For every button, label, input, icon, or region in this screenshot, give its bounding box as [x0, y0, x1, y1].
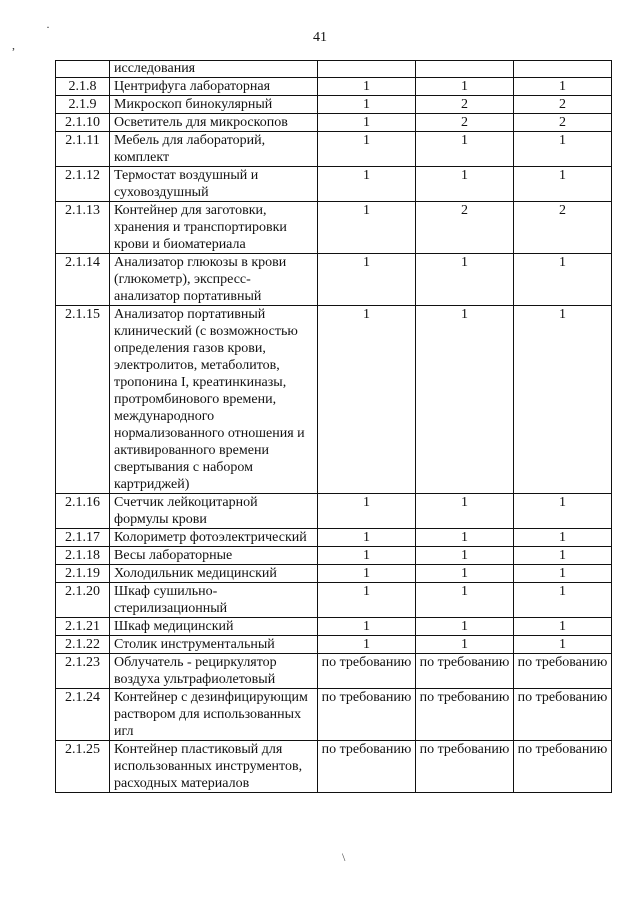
- row-qty-2: 1: [416, 565, 514, 583]
- row-qty-1: 1: [318, 78, 416, 96]
- row-name: Облучатель - рециркулятор воздуха ультрафиолетовый: [110, 654, 318, 689]
- row-qty-1: 1: [318, 618, 416, 636]
- row-qty-3: 1: [514, 547, 612, 565]
- row-number: 2.1.21: [56, 618, 110, 636]
- row-qty-1: 1: [318, 636, 416, 654]
- row-qty-2: 1: [416, 78, 514, 96]
- row-qty-3: 1: [514, 78, 612, 96]
- row-qty-3: 1: [514, 306, 612, 494]
- row-name: исследования: [110, 61, 318, 78]
- row-name: Мебель для лабораторий, комплект: [110, 132, 318, 167]
- row-number: 2.1.16: [56, 494, 110, 529]
- equipment-table: [55, 60, 612, 793]
- row-qty-1: 1: [318, 583, 416, 618]
- row-qty-2: 1: [416, 254, 514, 306]
- row-qty-1: по требованию: [318, 689, 416, 741]
- row-qty-1: по требованию: [318, 741, 416, 793]
- table-row: [56, 636, 612, 654]
- row-number: 2.1.17: [56, 529, 110, 547]
- row-qty-3: 1: [514, 494, 612, 529]
- row-number: 2.1.24: [56, 689, 110, 741]
- row-name: Анализатор портативный клинический (с возможностью определения газов крови, электролитов, метаболитов, тропонина I, креатинкиназы, протромбинового времени, международного нормализованного отношения и активированного времени свертывания с набором картриджей): [110, 306, 318, 494]
- row-name: Микроскоп бинокулярный: [110, 96, 318, 114]
- table-row: [56, 78, 612, 96]
- row-qty-1: [318, 61, 416, 78]
- row-qty-2: 1: [416, 167, 514, 202]
- row-name: Центрифуга лабораторная: [110, 78, 318, 96]
- row-qty-1: 1: [318, 529, 416, 547]
- row-qty-3: по требованию: [514, 689, 612, 741]
- row-qty-3: 1: [514, 565, 612, 583]
- row-qty-2: 1: [416, 132, 514, 167]
- row-qty-1: 1: [318, 132, 416, 167]
- scan-mark: ·: [46, 20, 50, 34]
- table-row: [56, 114, 612, 132]
- row-name: Осветитель для микроскопов: [110, 114, 318, 132]
- table-row: [56, 61, 612, 78]
- row-number: 2.1.14: [56, 254, 110, 306]
- table-body: [56, 61, 612, 793]
- row-qty-2: 1: [416, 547, 514, 565]
- row-qty-3: 1: [514, 636, 612, 654]
- table-row: [56, 96, 612, 114]
- table-row: [56, 167, 612, 202]
- table-row: [56, 132, 612, 167]
- row-number: 2.1.12: [56, 167, 110, 202]
- table-row: [56, 529, 612, 547]
- row-qty-3: 2: [514, 96, 612, 114]
- row-qty-1: 1: [318, 167, 416, 202]
- table-row: [56, 494, 612, 529]
- row-name: Анализатор глюкозы в крови (глюкометр), экспресс-анализатор портативный: [110, 254, 318, 306]
- table-row: [56, 254, 612, 306]
- row-name: Шкаф медицинский: [110, 618, 318, 636]
- row-qty-3: 1: [514, 167, 612, 202]
- row-qty-1: 1: [318, 494, 416, 529]
- row-number: 2.1.11: [56, 132, 110, 167]
- row-number: 2.1.13: [56, 202, 110, 254]
- table-row: [56, 306, 612, 494]
- row-qty-3: 2: [514, 114, 612, 132]
- row-qty-2: по требованию: [416, 654, 514, 689]
- row-qty-3: 1: [514, 132, 612, 167]
- table-row: [56, 583, 612, 618]
- row-qty-2: 1: [416, 636, 514, 654]
- row-qty-2: 2: [416, 96, 514, 114]
- row-qty-2: 2: [416, 114, 514, 132]
- row-qty-2: 1: [416, 583, 514, 618]
- table-row: [56, 689, 612, 741]
- row-qty-2: 1: [416, 306, 514, 494]
- row-qty-1: по требованию: [318, 654, 416, 689]
- row-qty-3: [514, 61, 612, 78]
- row-name: Контейнер для заготовки, хранения и транспортировки крови и биоматериала: [110, 202, 318, 254]
- scan-mark: ,: [12, 38, 15, 52]
- row-qty-1: 1: [318, 114, 416, 132]
- row-qty-3: по требованию: [514, 654, 612, 689]
- row-name: Шкаф сушильно-стерилизационный: [110, 583, 318, 618]
- row-name: Столик инструментальный: [110, 636, 318, 654]
- row-number: [56, 61, 110, 78]
- row-number: 2.1.19: [56, 565, 110, 583]
- row-qty-1: 1: [318, 547, 416, 565]
- row-name: Счетчик лейкоцитарной формулы крови: [110, 494, 318, 529]
- scan-mark: \: [342, 850, 346, 864]
- row-qty-3: 1: [514, 618, 612, 636]
- row-qty-2: [416, 61, 514, 78]
- row-number: 2.1.8: [56, 78, 110, 96]
- row-name: Контейнер пластиковый для использованных инструментов, расходных материалов: [110, 741, 318, 793]
- row-qty-2: 1: [416, 494, 514, 529]
- row-qty-3: 1: [514, 583, 612, 618]
- row-name: Колориметр фотоэлектрический: [110, 529, 318, 547]
- table-row: [56, 202, 612, 254]
- row-qty-1: 1: [318, 565, 416, 583]
- row-qty-1: 1: [318, 306, 416, 494]
- table-row: [56, 618, 612, 636]
- row-name: Весы лабораторные: [110, 547, 318, 565]
- row-name: Контейнер с дезинфицирующим раствором для использованных игл: [110, 689, 318, 741]
- row-qty-1: 1: [318, 96, 416, 114]
- row-qty-2: по требованию: [416, 741, 514, 793]
- table-row: [56, 565, 612, 583]
- row-qty-1: 1: [318, 202, 416, 254]
- row-number: 2.1.15: [56, 306, 110, 494]
- row-number: 2.1.25: [56, 741, 110, 793]
- row-qty-2: 2: [416, 202, 514, 254]
- row-qty-2: 1: [416, 529, 514, 547]
- row-number: 2.1.10: [56, 114, 110, 132]
- row-number: 2.1.20: [56, 583, 110, 618]
- row-qty-3: 1: [514, 529, 612, 547]
- row-qty-2: по требованию: [416, 689, 514, 741]
- row-qty-3: 1: [514, 254, 612, 306]
- row-qty-1: 1: [318, 254, 416, 306]
- row-name: Термостат воздушный и суховоздушный: [110, 167, 318, 202]
- table-row: [56, 547, 612, 565]
- row-number: 2.1.22: [56, 636, 110, 654]
- row-name: Холодильник медицинский: [110, 565, 318, 583]
- row-number: 2.1.23: [56, 654, 110, 689]
- row-number: 2.1.9: [56, 96, 110, 114]
- row-qty-3: по требованию: [514, 741, 612, 793]
- page-number: 41: [313, 30, 327, 45]
- row-qty-3: 2: [514, 202, 612, 254]
- table-row: [56, 654, 612, 689]
- row-number: 2.1.18: [56, 547, 110, 565]
- table-row: [56, 741, 612, 793]
- row-qty-2: 1: [416, 618, 514, 636]
